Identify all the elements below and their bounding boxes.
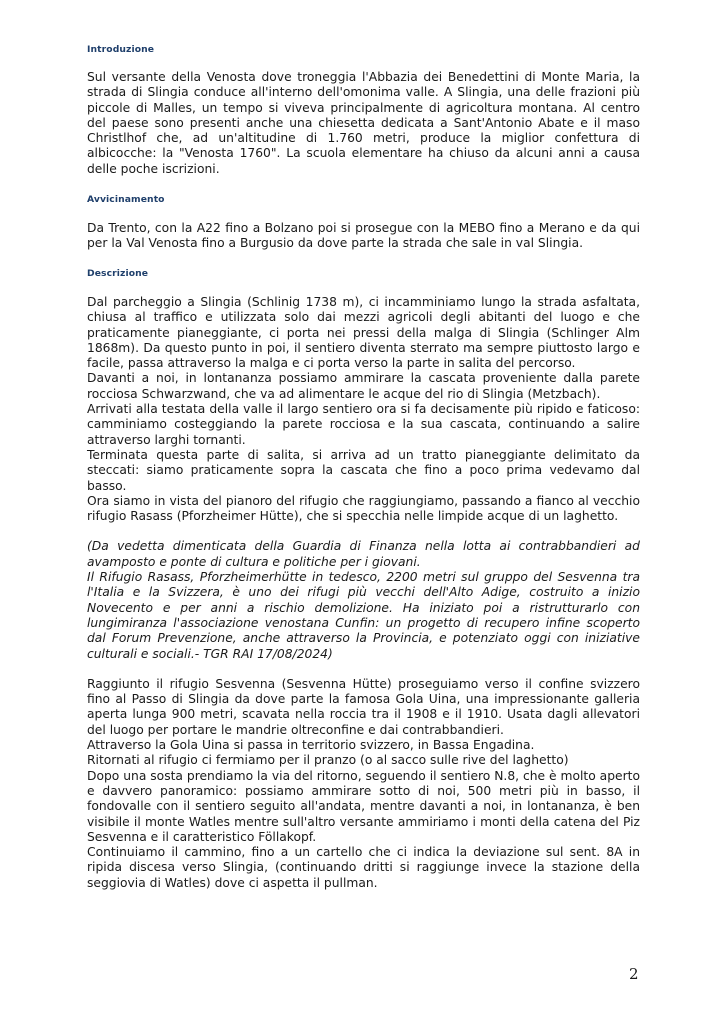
quote-paragraph: Il Rifugio Rasass, Pforzheimerhütte in tedesco, 2200 metri sul gruppo del Sesvenna tra l'Italia e la Svizzera, è uno dei rifugi più vecchi dell'Alto Adige, costruito a inizio Novecento e per anni a rischio demolizione. Ha iniziato poi a ristrutturarlo con lungimiranza l'associazione venostana Cunfin: un progetto di recupero infine scoperto dal Forum Prevenzione, anche attraverso la Provincia, e potenziato oggi con iniziative culturali e sociali.- TGR RAI 17/08/2024): [87, 570, 640, 661]
paragraph-avvicinamento: Da Trento, con la A22 fino a Bolzano poi si prosegue con la MEBO fino a Merano e da qui per la Val Venosta fino a Burgusio da dove parte la strada che sale in val Slingia.: [87, 221, 640, 251]
quote-paragraph: (Da vedetta dimenticata della Guardia di Finanza nella lotta ai contrabbandieri ad avamposto e ponte di cultura e politiche per i giovani.: [87, 539, 640, 569]
page-number: 2: [629, 965, 639, 983]
heading-descrizione: Descrizione: [87, 268, 149, 279]
spacer: [87, 662, 640, 677]
heading-avvicinamento: Avvicinamento: [87, 194, 165, 205]
heading-introduzione: Introduzione: [87, 44, 155, 55]
descrizione-body: [87, 295, 640, 891]
descrizione-paragraph: Ritornati al rifugio ci fermiamo per il pranzo (o al sacco sulle rive del laghetto): [87, 753, 569, 768]
paragraph-introduzione: Sul versante della Venosta dove troneggia l'Abbazia dei Benedettini di Monte Maria, la strada di Slingia conduce all'interno dell'omonima valle. A Slingia, una delle frazioni più piccole di Malles, un tempo si viveva principalmente di agricoltura montana. Al centro del paese sono presenti anche una chiesetta dedicata a Sant'Antonio Abate e il maso Christlhof che, ad un'altitudine di 1.760 metri, produce la miglior confettura di albicocche: la "Venosta 1760". La scuola elementare ha chiuso da alcuni anni a causa delle poche iscrizioni.: [87, 70, 640, 176]
descrizione-paragraph: Dopo una sosta prendiamo la via del ritorno, seguendo il sentiero N.8, che è molto aperto e davvero panoramico: possiamo ammirare sotto di noi, 500 metri più in basso, il fondovalle con il sentiero seguito all'andata, mentre davanti a noi, in lontananza, è ben visibile il monte Watles mentre sull'altro versante ammiriamo i monti della catena del Piz Sesvenna e il caratteristico Föllakopf.: [87, 768, 640, 844]
descrizione-paragraph: Ora siamo in vista del pianoro del rifugio che raggiungiamo, passando a fianco al vecchio rifugio Rasass (Pforzheimer Hütte), che si specchia nelle limpide acque di un laghetto.: [87, 493, 640, 524]
spacer: [87, 524, 640, 539]
descrizione-paragraph: Arrivati alla testata della valle il largo sentiero ora si fa decisamente più ripido e faticoso: camminiamo costeggiando la parete rocciosa e la sua cascata, continuando a salire attraverso larghi tornanti.: [87, 402, 640, 447]
descrizione-paragraph: Raggiunto il rifugio Sesvenna (Sesvenna Hütte) proseguiamo verso il confine svizzero fino al Passo di Slingia da dove parte la famosa Gola Uina, una impressionante galleria aperta lunga 900 metri, scavata nella roccia tra il 1908 e il 1910. Usata dagli allevatori del luogo per portare le mandrie oltreconfine e dai contrabbandieri.: [87, 676, 640, 737]
descrizione-paragraph: Dal parcheggio a Slingia (Schlinig 1738 m), ci incamminiamo lungo la strada asfaltata, chiusa al traffico e utilizzata solo dai mezzi agricoli degli abitanti del luogo e che praticamente pianeggiante, ci porta nei pressi della malga di Slingia (Schlinger Alm 1868m). Da questo punto in poi, il sentiero diventa sterrato ma sempre piuttosto largo e facile, passa attraverso la malga e ci porta verso la parte in salita del percorso.: [87, 295, 640, 371]
descrizione-paragraph: Terminata questa parte di salita, si arriva ad un tratto pianeggiante delimitato da steccati: siamo praticamente sopra la cascata che fino a poco prima vedevamo dal basso.: [87, 447, 640, 493]
descrizione-paragraph: Attraverso la Gola Uina si passa in territorio svizzero, in Bassa Engadina.: [87, 738, 535, 753]
descrizione-paragraph: Davanti a noi, in lontananza possiamo ammirare la cascata proveniente dalla parete rocciosa Schwarzwand, che va ad alimentare le acque del rio di Slingia (Metzbach).: [87, 371, 640, 401]
descrizione-paragraph: Continuiamo il cammino, fino a un cartello che ci indica la deviazione sul sent. 8A in ripida discesa verso Slingia, (continuando dritti si raggiunge invece la stazione della seggiovia di Watles) dove ci aspetta il pullman.: [87, 845, 640, 890]
